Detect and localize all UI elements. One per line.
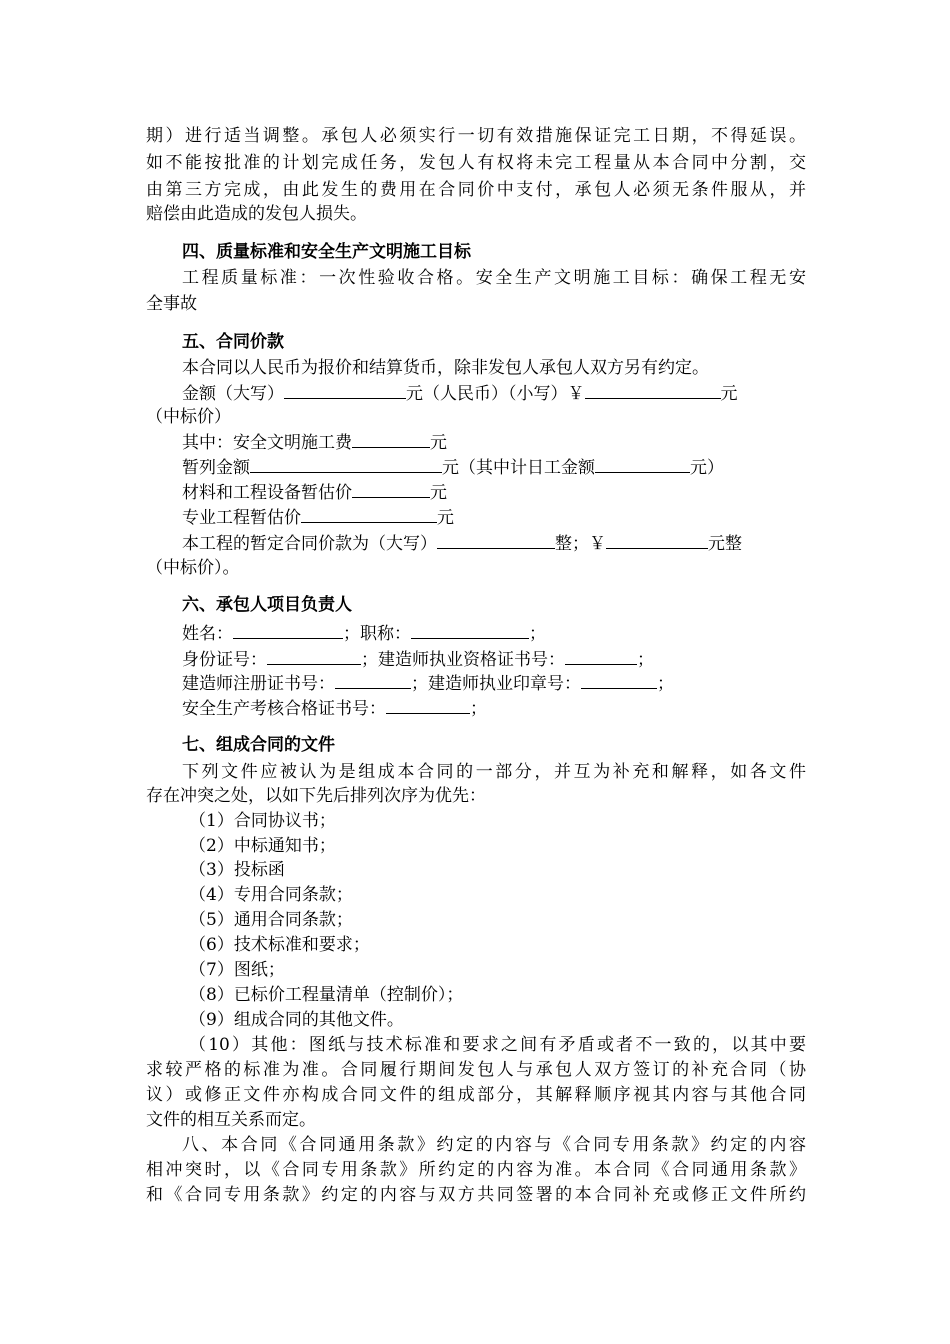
list-item: （6）技术标准和要求； [189,935,370,955]
id-blank[interactable] [267,647,361,665]
name-blank[interactable] [233,621,343,639]
field-label: 安全生产考核合格证书号： [182,699,386,719]
field-label: ；职称： [343,624,411,644]
daywork-blank[interactable] [595,455,690,473]
paragraph-line: （10）其他：图纸与技术标准和要求之间有矛盾或者不一致的，以其中要 [189,1035,806,1055]
paragraph-line: 求较严格的标准为准。合同履行期间发包人与承包人双方签订的补充合同（协 [146,1060,806,1080]
seal-blank[interactable] [581,671,657,689]
paragraph-line: 存在冲突之处，以如下先后排列次序为优先： [146,786,486,806]
paragraph-line: （中标价） [146,407,231,427]
safety-cert-line [182,696,842,721]
field-label: 专业工程暂估价 [182,508,301,528]
list-item: （7）图纸； [189,960,285,980]
unit-text: 元 [437,508,454,528]
paragraph-line: 期）进行适当调整。承包人必须实行一切有效措施保证完工日期，不得延误。 [146,126,806,146]
paragraph-line: 下列文件应被认为是组成本合同的一部分，并互为补充和解释，如各文件 [182,762,806,782]
paragraph-line: 由第三方完成，由此发生的费用在合同价中支付，承包人必须无条件服从，并 [146,180,806,200]
safety-cert-blank[interactable] [386,696,470,714]
amount-words-blank[interactable] [284,381,406,399]
name-title-line [182,621,842,646]
field-label: ； [657,674,674,694]
amount-label: 元（人民币）（小写）￥ [406,384,585,404]
title-blank[interactable] [411,621,529,639]
field-label: 姓名： [182,624,233,644]
field-label: ；建造师执业印章号： [411,674,581,694]
list-item: （5）通用合同条款； [189,910,353,930]
paragraph-line: 工程质量标准：一次性验收合格。安全生产文明施工目标：确保工程无安 [182,268,806,288]
field-label: 材料和工程设备暂估价 [182,483,352,503]
unit-text: 元整 [708,534,742,554]
total-words-blank[interactable] [437,531,555,549]
provisional-blank[interactable] [250,455,442,473]
total-figure-blank[interactable] [606,531,708,549]
paragraph-line: 八、本合同《合同通用条款》约定的内容与《合同专用条款》约定的内容 [182,1135,806,1155]
reg-seal-line [182,671,842,696]
cert-blank[interactable] [565,647,637,665]
list-item: （9）组成合同的其他文件。 [189,1010,404,1030]
paragraph-line: 和《合同专用条款》约定的内容与双方共同签署的本合同补充或修正文件所约 [146,1185,806,1205]
unit-text: 元 [720,384,738,404]
list-item: （3）投标函 [189,860,285,880]
material-line [182,480,842,505]
special-blank[interactable] [301,505,437,523]
list-item: （4）专用合同条款； [189,885,353,905]
provisional-line [182,455,842,480]
paragraph-line: 议）或修正文件亦构成合同文件的组成部分，其解释顺序视其内容与其他合同 [146,1085,806,1105]
field-label: 本工程的暂定合同价款为（大写） [182,534,437,554]
paragraph-line: （中标价）。 [146,558,240,578]
amount-label: 金额（大写） [182,384,284,404]
section-heading: 六、承包人项目负责人 [182,595,352,615]
special-line [182,505,842,530]
section-heading: 七、组成合同的文件 [182,735,335,755]
id-cert-line [182,647,842,672]
field-label: ；建造师执业资格证书号： [361,650,565,670]
field-label: ； [529,624,546,644]
list-item: （1）合同协议书； [189,811,336,831]
field-label: 暂列金额 [182,458,250,478]
field-label: 建造师注册证书号： [182,674,335,694]
reg-blank[interactable] [335,671,411,689]
field-label: ； [470,699,487,719]
field-label: 身份证号： [182,650,267,670]
list-item: （8）已标价工程量清单（控制价）； [189,985,464,1005]
safety-fee-blank[interactable] [352,430,430,448]
total-line [182,531,806,556]
safety-fee-line [182,430,842,455]
field-label: 整；￥ [555,534,606,554]
field-label: ； [637,650,654,670]
material-blank[interactable] [352,480,430,498]
amount-line [182,381,806,406]
unit-text: 元 [430,483,447,503]
paragraph-line: 全事故 [146,294,197,314]
field-label: 其中：安全文明施工费 [182,433,352,453]
unit-text: 元 [430,433,447,453]
paragraph-line: 赔偿由此造成的发包人损失。 [146,204,367,224]
unit-text: 元） [690,458,724,478]
paragraph-line: 相冲突时，以《合同专用条款》所约定的内容为准。本合同《合同通用条款》 [146,1160,806,1180]
field-label: 元（其中计日工金额 [442,458,595,478]
paragraph-line: 如不能按批准的计划完成任务，发包人有权将未完工程量从本合同中分割，交 [146,153,806,173]
paragraph-line: 文件的相互关系而定。 [146,1110,316,1130]
section-heading: 四、质量标准和安全生产文明施工目标 [182,242,471,262]
section-heading: 五、合同价款 [182,332,284,352]
list-item: （2）中标通知书； [189,836,336,856]
amount-figure-blank[interactable] [585,381,721,399]
paragraph-line: 本合同以人民币为报价和结算货币，除非发包人承包人双方另有约定。 [182,358,709,378]
